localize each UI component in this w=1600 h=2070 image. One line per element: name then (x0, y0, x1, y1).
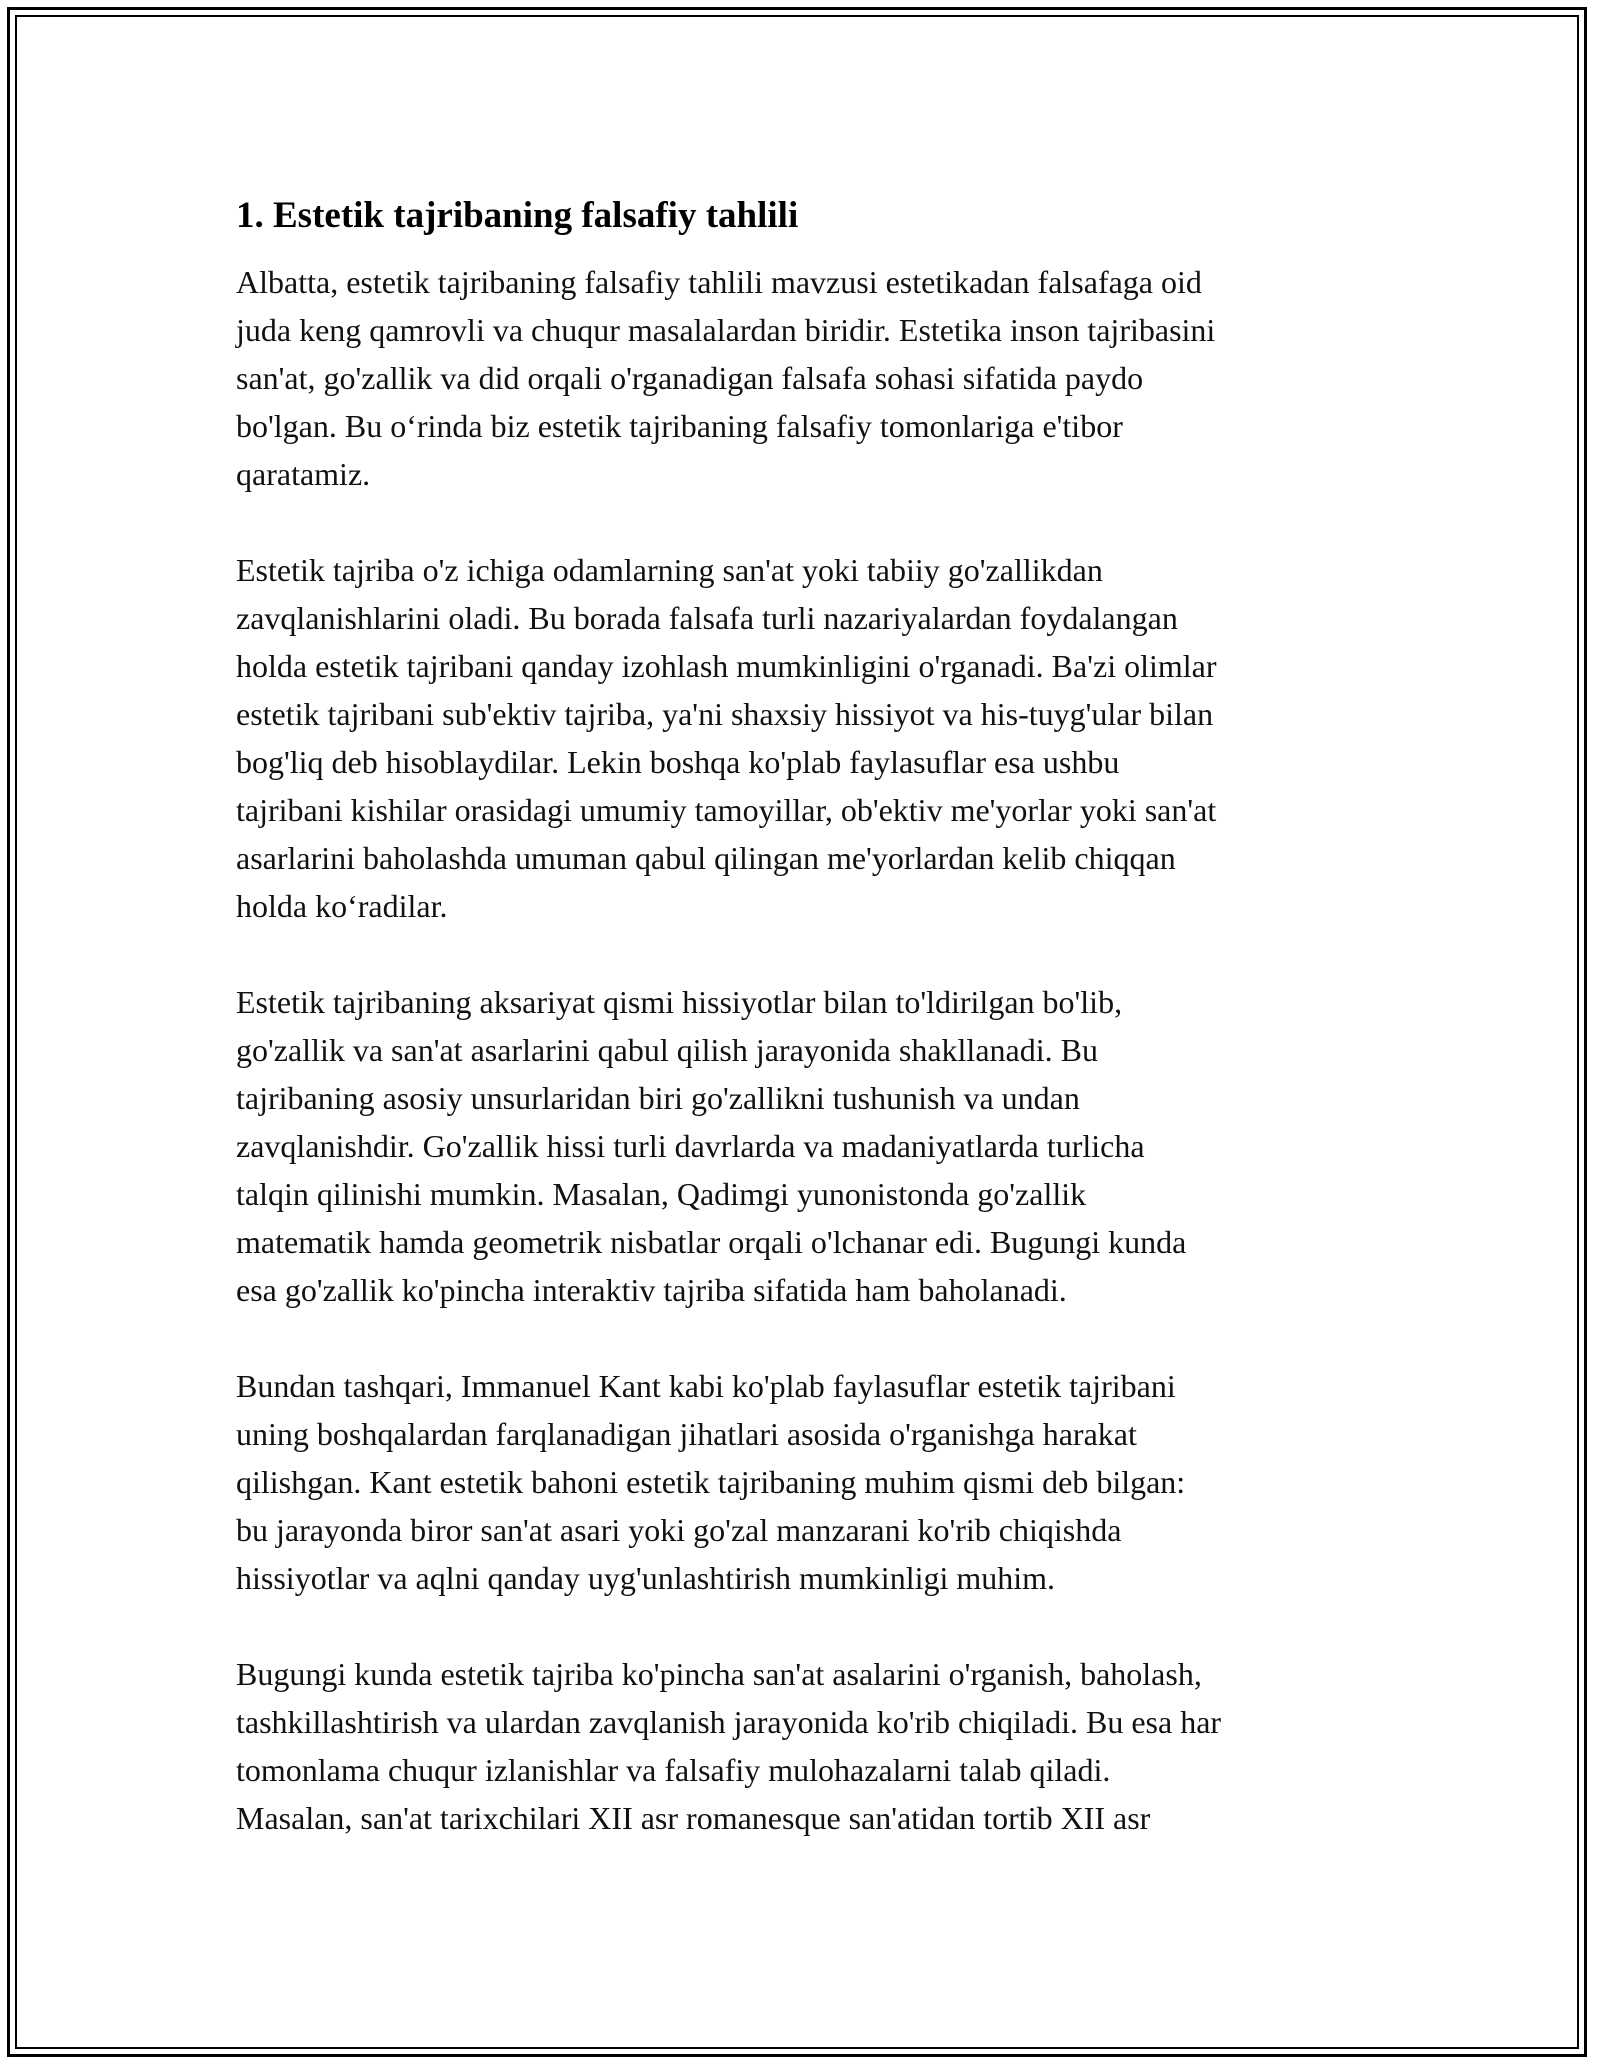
text-line: bog'liq deb hisoblaydilar. Lekin boshqa ko'plab faylasuflar esa ushbu (236, 744, 1120, 780)
text-line: tajribani kishilar orasidagi umumiy tamoyillar, ob'ektiv me'yorlar yoki san'at (236, 792, 1217, 828)
text-line: san'at, go'zallik va did orqali o'rganadigan falsafa sohasi sifatida paydo (236, 360, 1144, 396)
text-line: asarlarini baholashda umuman qabul qilingan me'yorlardan kelib chiqqan (236, 840, 1176, 876)
text-line: tajribaning asosiy unsurlaridan biri go'zallikni tushunish va undan (236, 1080, 1080, 1116)
text-line: qilishgan. Kant estetik bahoni estetik tajribaning muhim qismi deb bilgan: (236, 1464, 1186, 1500)
paragraph (236, 978, 1386, 1314)
text-line: Bugungi kunda estetik tajriba ko'pincha san'at asalarini o'rganish, baholash, (236, 1656, 1202, 1692)
text-line: talqin qilinishi mumkin. Masalan, Qadimgi yunonistonda go'zallik (236, 1176, 1087, 1212)
text-line: Estetik tajribaning aksariyat qismi hissiyotlar bilan to'ldirilgan bo'lib, (236, 984, 1123, 1020)
paragraph (236, 546, 1386, 930)
text-line: hissiyotlar va aqlni qanday uyg'unlashtirish mumkinligi muhim. (236, 1560, 1056, 1596)
document-body (236, 188, 1386, 1890)
text-line: matematik hamda geometrik nisbatlar orqali o'lchanar edi. Bugungi kunda (236, 1224, 1187, 1260)
paragraph-list (236, 258, 1386, 1842)
text-line: Bundan tashqari, Immanuel Kant kabi ko'plab faylasuflar estetik tajribani (236, 1368, 1176, 1404)
paragraph (236, 1650, 1386, 1842)
text-line: Estetik tajriba o'z ichiga odamlarning san'at yoki tabiiy go'zallikdan (236, 552, 1103, 588)
text-line: zavqlanishdir. Go'zallik hissi turli davrlarda va madaniyatlarda turlicha (236, 1128, 1145, 1164)
text-line: esa go'zallik ko'pincha interaktiv tajriba sifatida ham baholanadi. (236, 1272, 1067, 1308)
text-line: zavqlanishlarini oladi. Bu borada falsafa turli nazariyalardan foydalangan (236, 600, 1178, 636)
text-line: estetik tajribani sub'ektiv tajriba, ya'ni shaxsiy hissiyot va his-tuyg'ular bilan (236, 696, 1214, 732)
text-line: Albatta, estetik tajribaning falsafiy tahlili mavzusi estetikadan falsafaga oid (236, 264, 1202, 300)
text-line: uning boshqalardan farqlanadigan jihatlari asosida o'rganishga harakat (236, 1416, 1137, 1452)
text-line: holda estetik tajribani qanday izohlash mumkinligini o'rganadi. Ba'zi olimlar (236, 648, 1217, 684)
text-line: tomonlama chuqur izlanishlar va falsafiy mulohazalarni talab qiladi. (236, 1752, 1111, 1788)
paragraph (236, 1362, 1386, 1602)
text-line: tashkillashtirish va ulardan zavqlanish jarayonida ko'rib chiqiladi. Bu esa har (236, 1704, 1222, 1740)
text-line: bo'lgan. Bu o‘rinda biz estetik tajribaning falsafiy tomonlariga e'tibor (236, 408, 1123, 444)
paragraph (236, 258, 1386, 498)
text-line: Masalan, san'at tarixchilari XII asr romanesque san'atidan tortib XII asr (236, 1800, 1151, 1836)
text-line: bu jarayonda biror san'at asari yoki go'zal manzarani ko'rib chiqishda (236, 1512, 1122, 1548)
text-line: juda keng qamrovli va chuqur masalalardan biridir. Estetika inson tajribasini (236, 312, 1216, 348)
text-line: go'zallik va san'at asarlarini qabul qilish jarayonida shakllanadi. Bu (236, 1032, 1098, 1068)
text-line: holda ko‘radilar. (236, 888, 448, 924)
text-line: qaratamiz. (236, 456, 371, 492)
section-heading: 1. Estetik tajribaning falsafiy tahlili (236, 195, 799, 236)
